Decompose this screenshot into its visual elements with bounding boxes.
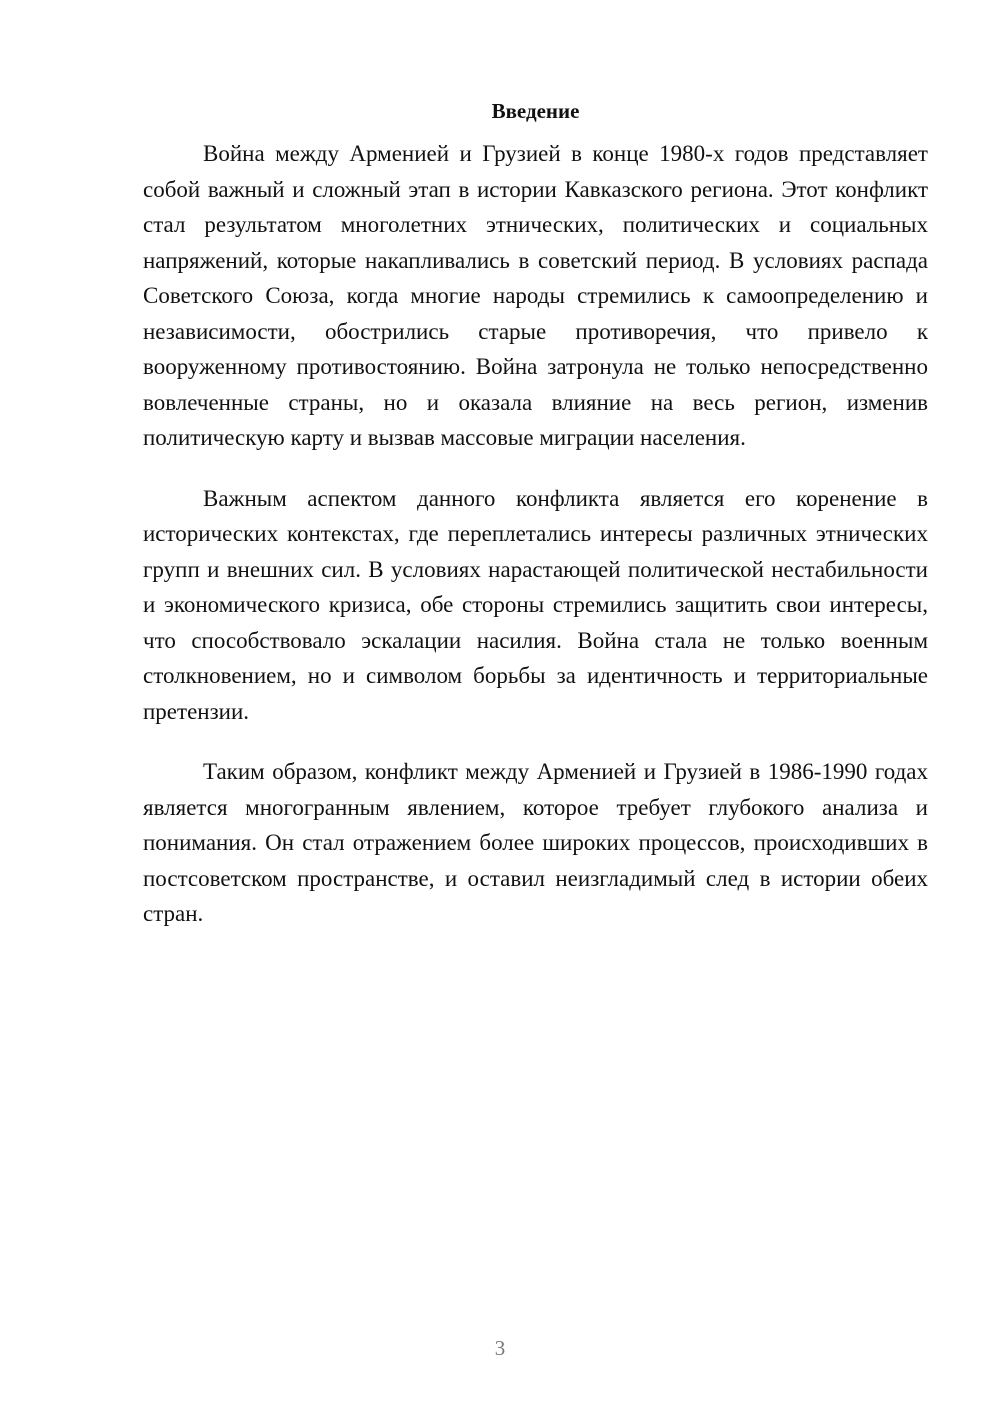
paragraph-3: Таким образом, конфликт между Арменией и Грузией в 1986-1990 годах является многогранным явлением, которое требует глубокого анализа и понимания. Он стал отражением более широких процессов, происходивших в постсоветском пространстве, и оставил неизгладимый след в истории обеих стран. bbox=[143, 759, 928, 926]
page-number: 3 bbox=[494, 1336, 506, 1360]
section-heading: Введение bbox=[491, 99, 580, 123]
paragraph-1: Война между Арменией и Грузией в конце 1980-х годов представляет собой важный и сложный этап в истории Кавказского региона. Этот конфликт стал результатом многолетних этнических, политических и социальных напряжений, которые накапливались в советский период. В условиях распада Советского Союза, когда многие народы стремились к самоопределению и независимости, обострились старые противоречия, что привело к вооруженному противостоянию. Война затронула не только непосредственно вовлеченные страны, но и оказала влияние на весь регион, изменив политическую карту и вызвав массовые миграции населения. bbox=[143, 141, 928, 450]
paragraph-2: Важным аспектом данного конфликта является его коренение в исторических контекстах, где переплетались интересы различных этнических групп и внешних сил. В условиях нарастающей политической нестабильности и экономического кризиса, обе стороны стремились защитить свои интересы, что способствовало эскалации насилия. Война стала не только военным столкновением, но и символом борьбы за идентичность и территориальные претензии. bbox=[143, 485, 928, 724]
page-content bbox=[143, 98, 928, 957]
